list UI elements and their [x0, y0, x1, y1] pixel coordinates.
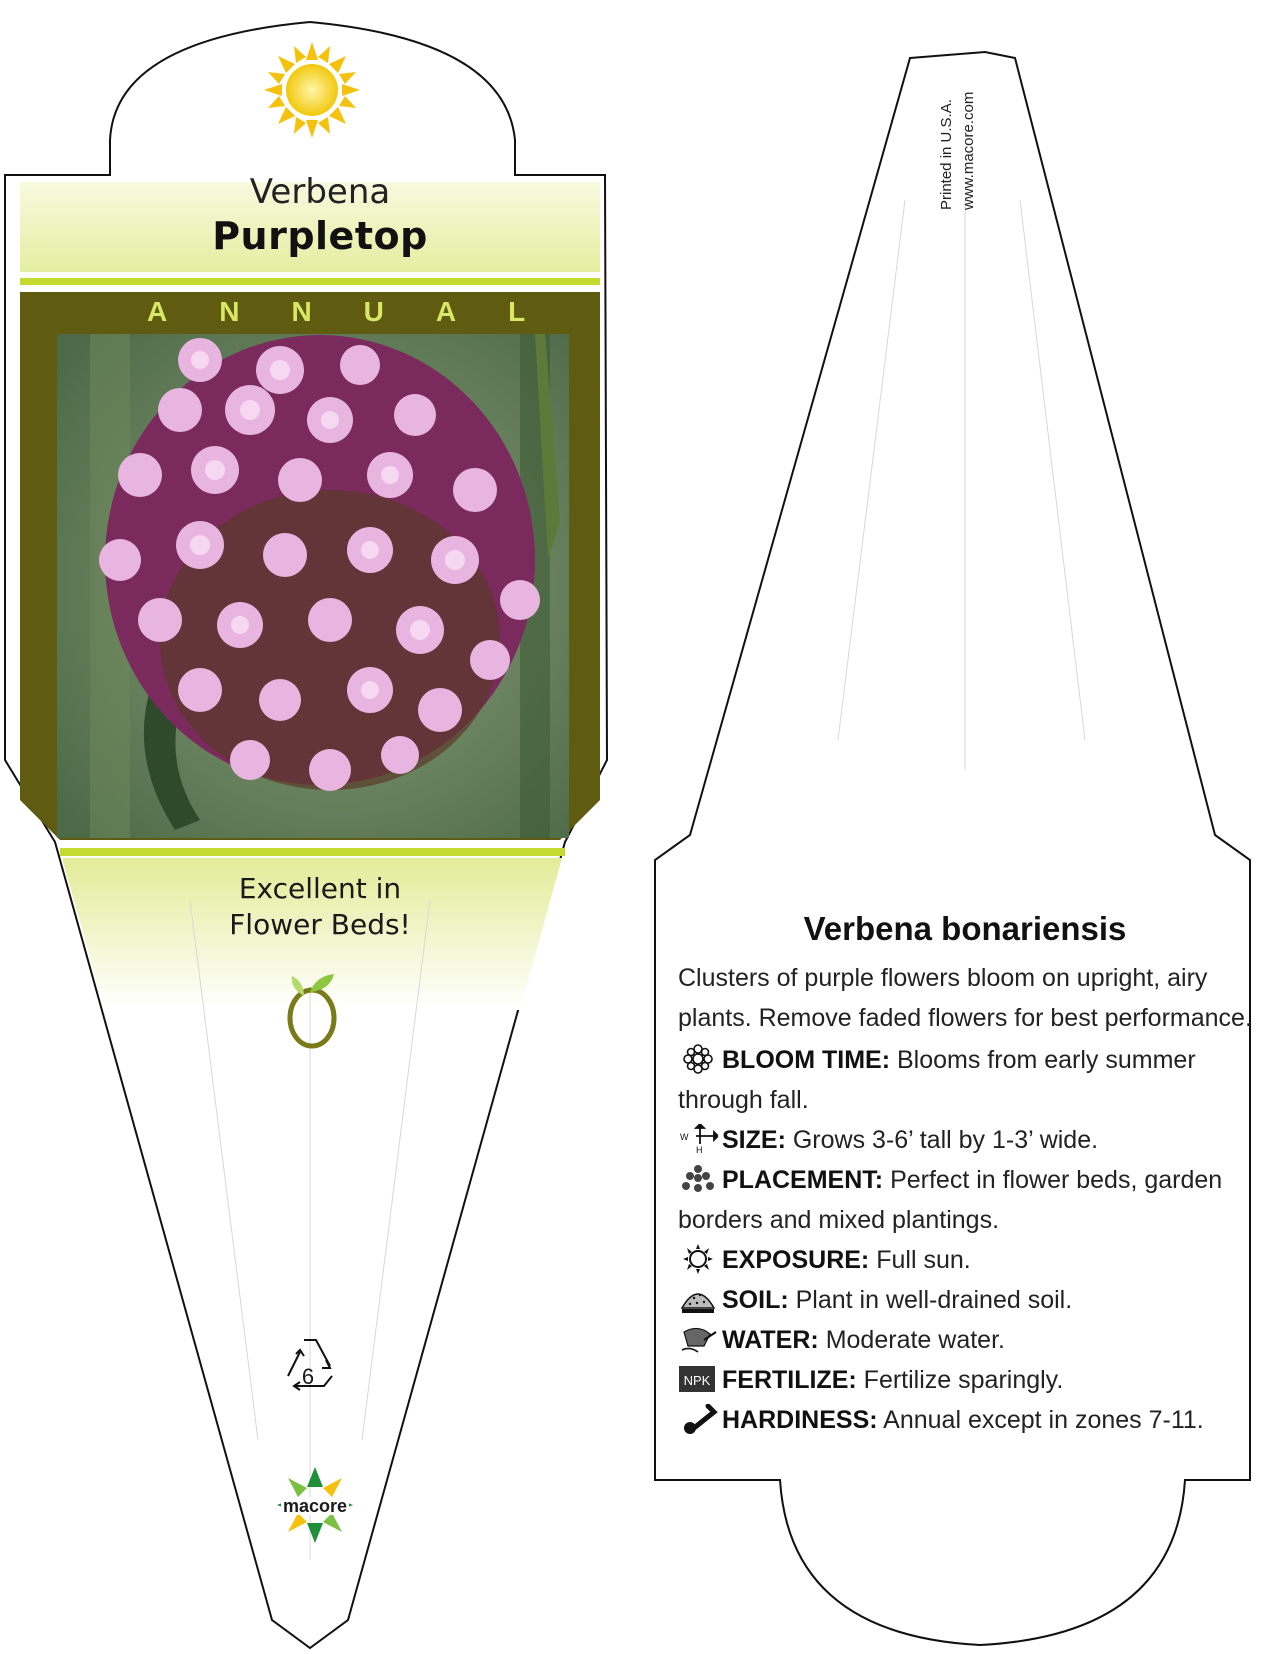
- npk-text: NPK: [683, 1373, 711, 1388]
- care-text: Grows 3-6’ tall by 1-3’ wide.: [792, 1126, 1099, 1154]
- care-label: SOIL:: [722, 1286, 789, 1314]
- care-label: PLACEMENT:: [722, 1166, 884, 1194]
- care-label: WATER:: [722, 1326, 819, 1354]
- printed-info: [938, 60, 978, 230]
- category-label: ANNUAL: [147, 296, 578, 327]
- sun-icon: [264, 42, 360, 138]
- printed-in-usa: Printed in U.S.A.: [938, 99, 955, 210]
- care-text: Perfect in flower beds, garden borders and mixed plantings.: [678, 1166, 1223, 1234]
- care-text: Annual except in zones 7-11.: [883, 1406, 1204, 1434]
- brand-name: macore: [282, 1496, 348, 1516]
- care-label: HARDINESS:: [722, 1406, 878, 1434]
- plant-description: Clusters of purple flowers bloom on upright, airy plants. Remove faded flowers for best performance.: [678, 964, 1252, 1032]
- care-label: BLOOM TIME:: [722, 1046, 891, 1074]
- care-text: Blooms from early summer through fall.: [678, 1046, 1196, 1114]
- size-arrows-icon: [678, 1124, 718, 1154]
- thermometer-icon: [678, 1404, 718, 1434]
- care-label: SIZE:: [722, 1126, 786, 1154]
- care-placement: [678, 1160, 1268, 1240]
- care-fertilize: [678, 1360, 1268, 1400]
- soil-icon: [678, 1284, 718, 1314]
- care-label: FERTILIZE:: [722, 1366, 857, 1394]
- care-soil: [678, 1280, 1268, 1320]
- tagline-line1: Excellent in: [238, 872, 402, 905]
- care-text: Fertilize sparingly.: [863, 1366, 1064, 1394]
- care-bloom-time: [678, 1040, 1268, 1120]
- placement-icon: [678, 1164, 718, 1194]
- care-water: [678, 1320, 1268, 1360]
- tagline-line2: Flower Beds!: [229, 908, 411, 941]
- flower-icon: [678, 1044, 718, 1074]
- website-url: www.macore.com: [960, 91, 977, 210]
- recycle-number: 6: [301, 1364, 315, 1389]
- care-text: Full sun.: [876, 1246, 971, 1274]
- height-letter: H: [696, 1145, 703, 1154]
- width-letter: W: [680, 1132, 689, 1142]
- cultivar-name: Purpletop: [212, 214, 428, 258]
- care-text: Moderate water.: [825, 1326, 1005, 1354]
- care-label: EXPOSURE:: [722, 1246, 870, 1274]
- sun-outline-icon: [678, 1244, 718, 1274]
- common-name: Verbena: [249, 172, 391, 212]
- scientific-name: Verbena bonariensis: [803, 910, 1127, 947]
- care-text: Plant in well-drained soil.: [795, 1286, 1073, 1314]
- care-exposure: [678, 1240, 1268, 1280]
- npk-icon: [678, 1364, 718, 1394]
- watering-can-icon: [678, 1324, 718, 1354]
- care-size: [678, 1120, 1268, 1160]
- care-hardiness: [678, 1400, 1268, 1440]
